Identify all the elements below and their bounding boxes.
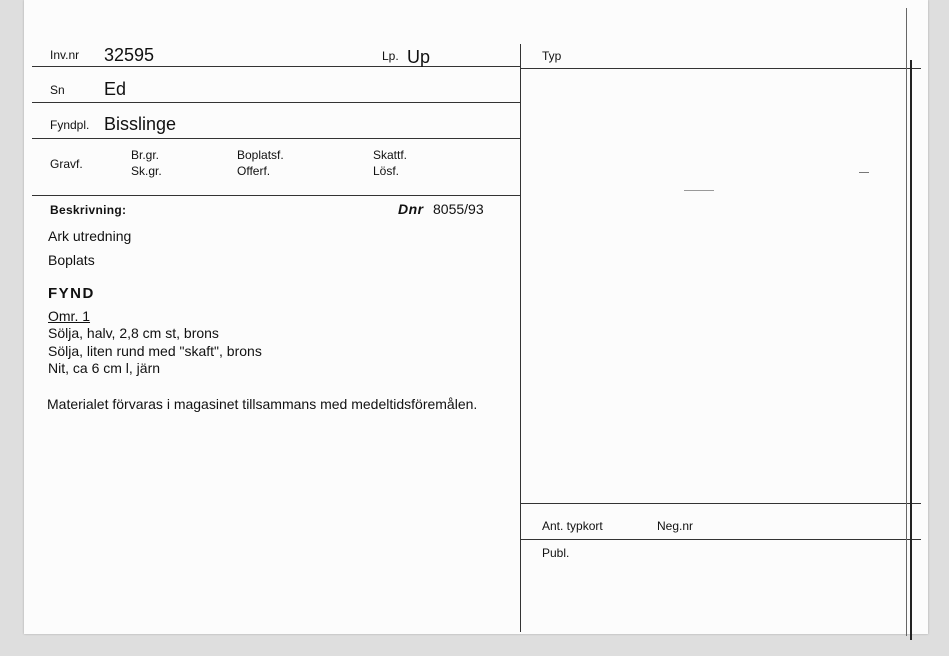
fyndpl-value: Bisslinge: [104, 114, 177, 134]
grav-skattf: Skattf.: [373, 148, 408, 162]
grav-skgr: Sk.gr.: [131, 164, 162, 178]
sn-label: Sn: [50, 83, 65, 97]
fyndpl-label: Fyndpl.: [50, 118, 90, 132]
catalog-card: [24, 0, 928, 634]
inv-value: 32595: [104, 45, 155, 65]
grav-brgr: Br.gr.: [131, 148, 160, 162]
grav-offerf: Offerf.: [237, 164, 271, 178]
sn-value: Ed: [104, 79, 127, 99]
fynd-note: Materialet förvaras i magasinet tillsammans med medeltidsföremålen.: [47, 396, 478, 412]
neg-nr-label: Neg.nr: [657, 519, 694, 533]
fynd-heading: FYND: [48, 285, 95, 302]
inv-label: Inv.nr: [50, 48, 80, 62]
rule-typ: [521, 68, 921, 69]
fynd-item-3: Nit, ca 6 cm l, järn: [48, 360, 161, 376]
column-divider: [520, 44, 521, 632]
dnr-value: 8055/93: [433, 201, 484, 217]
scanner-edge-dark: [910, 60, 912, 640]
rule-inv: [32, 66, 520, 67]
grav-boplatsf: Boplatsf.: [237, 148, 284, 162]
scan-speck: [859, 172, 869, 173]
beskrivning-line-2: Boplats: [48, 252, 95, 268]
rule-fyndpl: [32, 138, 520, 139]
fynd-item-2: Sölja, liten rund med "skaft", brons: [48, 343, 262, 359]
rule-sn: [32, 102, 520, 103]
rule-grav: [32, 195, 520, 196]
scanner-edge: [906, 8, 907, 636]
beskrivning-label: Beskrivning:: [50, 203, 127, 217]
dnr-label: Dnr: [398, 201, 424, 217]
scan-speck: [684, 190, 714, 191]
rule-ant-top: [521, 503, 921, 504]
fynd-subheading: Omr. 1: [48, 308, 91, 324]
typ-label: Typ: [542, 49, 562, 63]
grav-losf: Lösf.: [373, 164, 400, 178]
grav-label: Gravf.: [50, 157, 83, 171]
ant-typkort-label: Ant. typkort: [542, 519, 603, 533]
lp-value: Up: [407, 47, 431, 67]
publ-label: Publ.: [542, 546, 570, 560]
rule-ant-bottom: [521, 539, 921, 540]
fynd-item-1: Sölja, halv, 2,8 cm st, brons: [48, 325, 219, 341]
beskrivning-line-1: Ark utredning: [48, 228, 132, 244]
lp-label: Lp.: [382, 49, 399, 63]
